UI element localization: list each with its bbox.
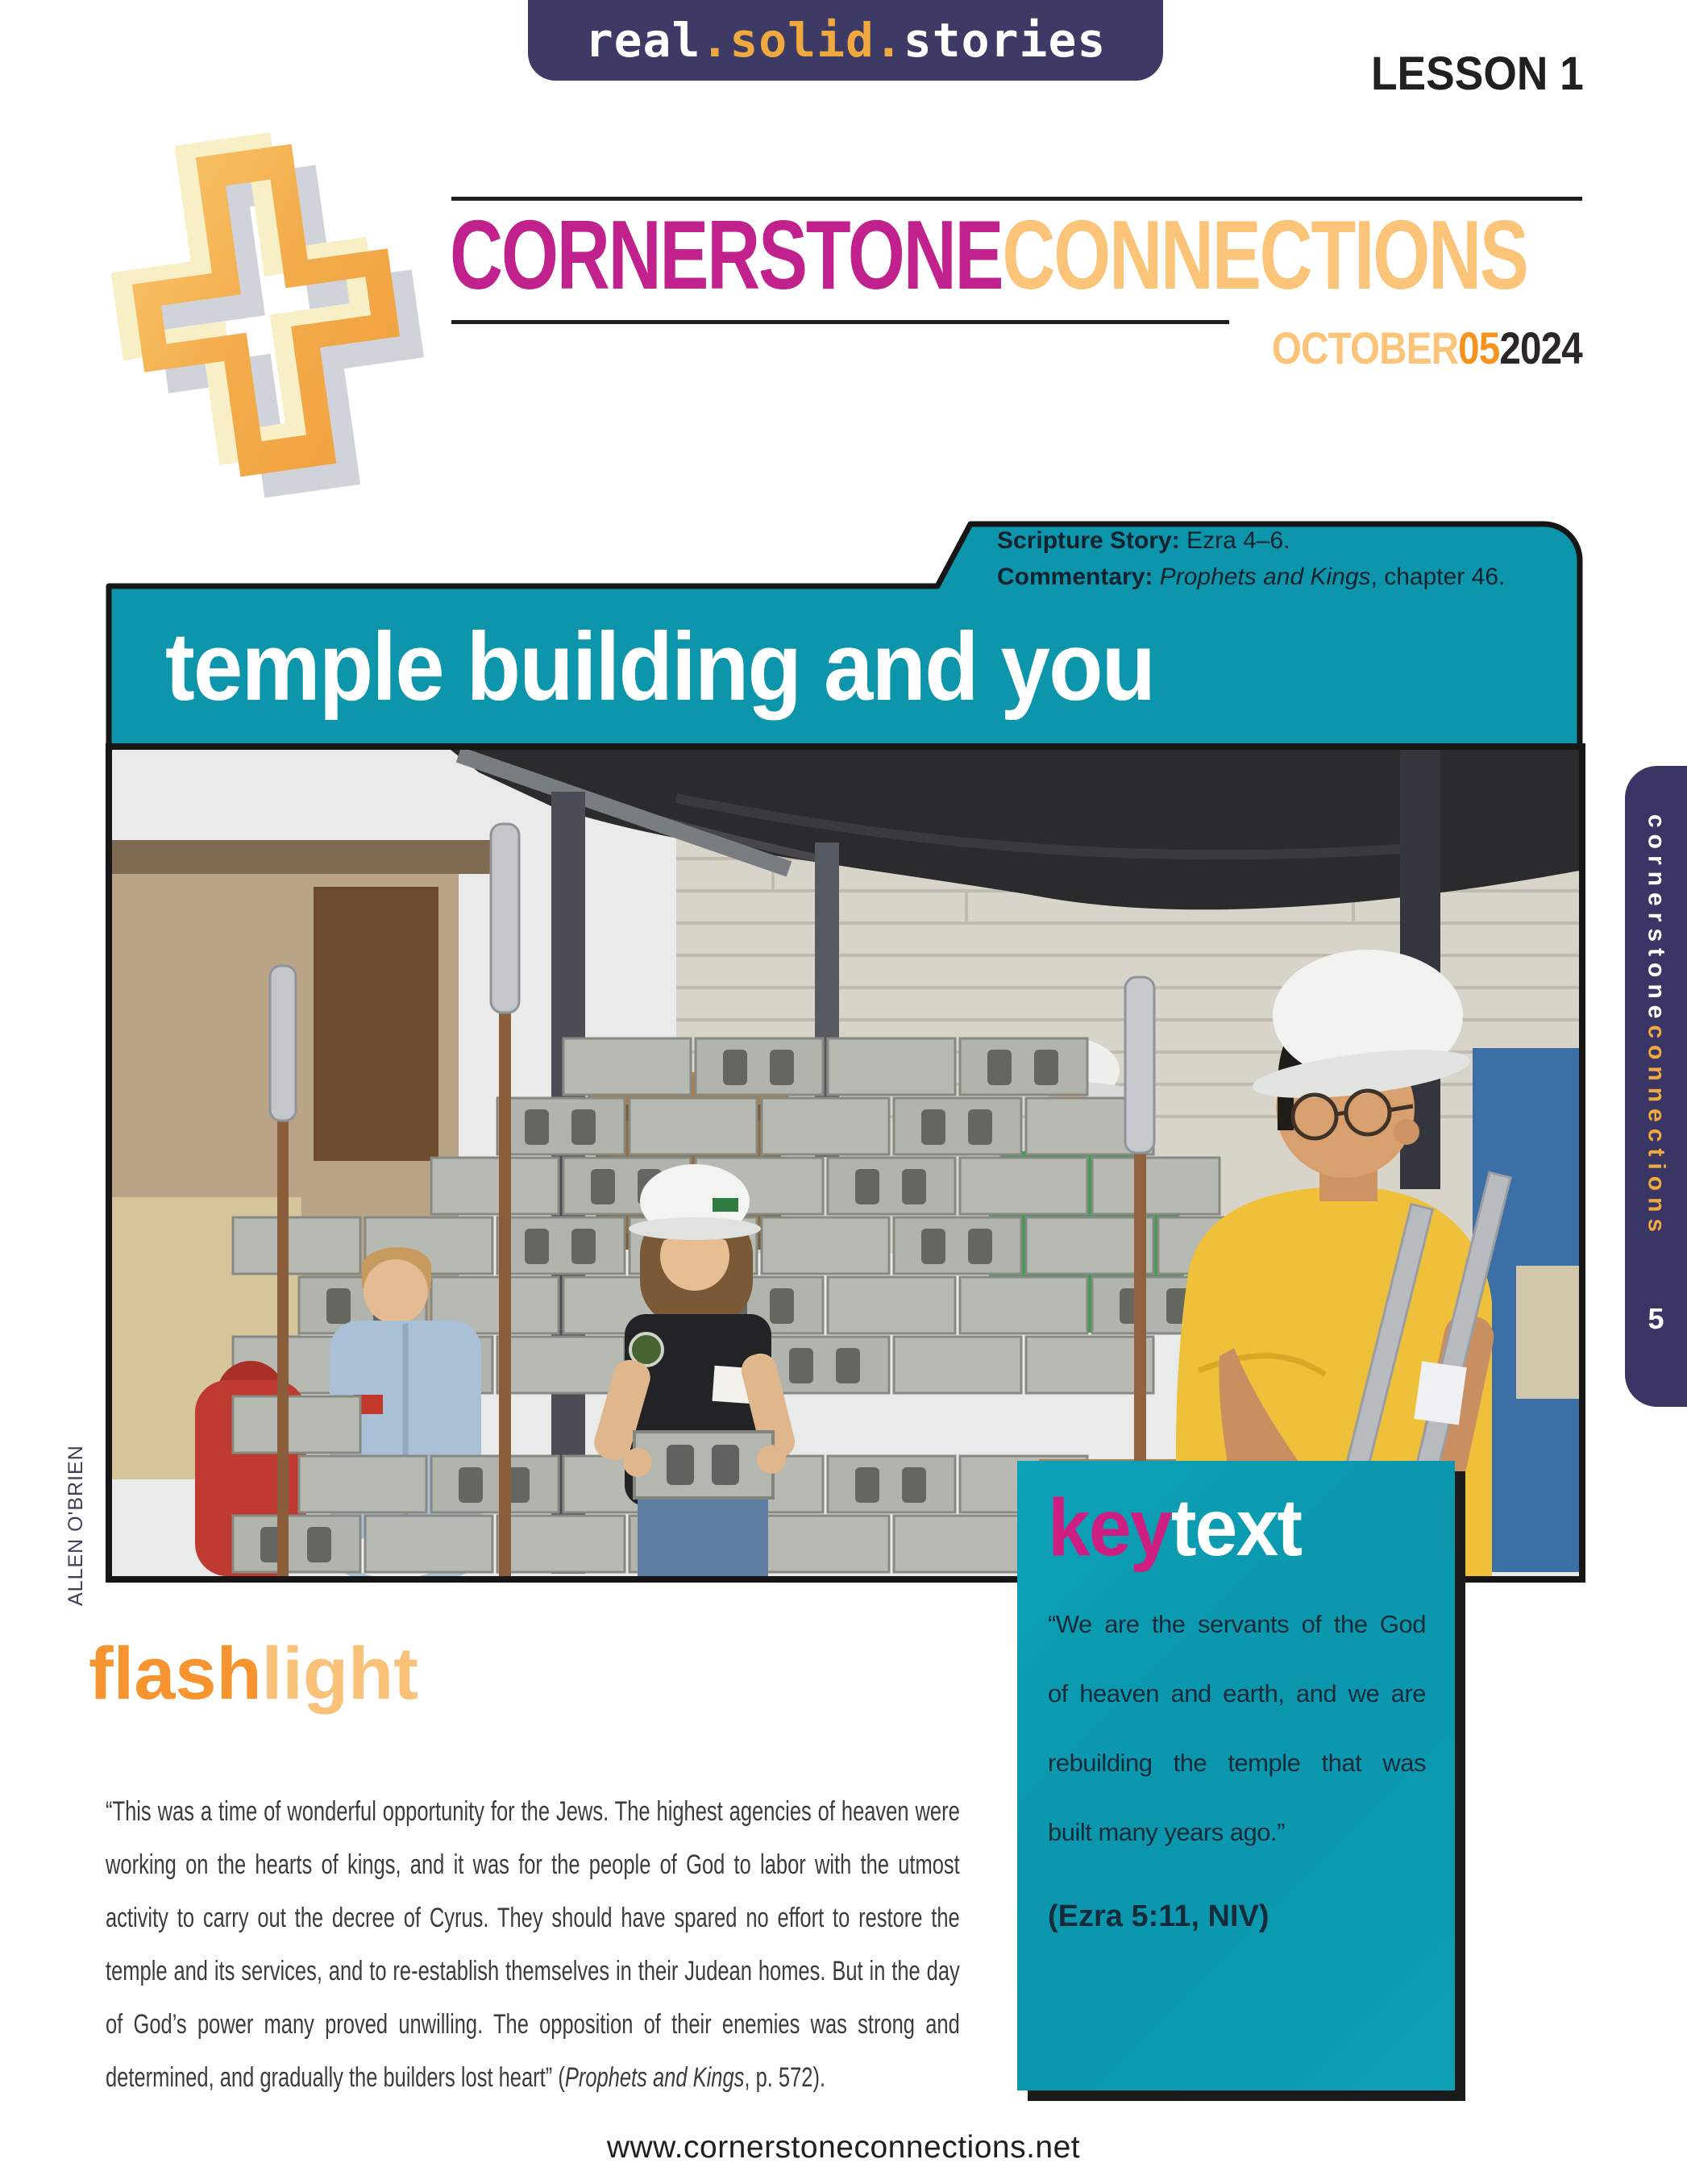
banner-word-solid: solid <box>729 13 875 68</box>
photo-credit: ALLEN O'BRIEN <box>64 1445 87 1606</box>
cross-logo-icon <box>77 105 455 516</box>
flashlight-source-title: Prophets and Kings <box>564 2062 745 2093</box>
keytext-heading-key: key <box>1048 1483 1171 1573</box>
scripture-tab <box>997 522 1561 595</box>
issue-day: 05 <box>1458 322 1500 373</box>
lesson-photo <box>106 743 1585 1583</box>
commentary-suffix: , chapter 46. <box>1370 564 1506 590</box>
masthead-title-cornerstone: CORNERSTONE <box>450 200 1003 310</box>
issue-year: 2024 <box>1499 322 1582 373</box>
flashlight-source-suffix: , p. 572). <box>744 2062 826 2093</box>
keytext-heading-text: text <box>1170 1483 1302 1573</box>
article-title: temple building and you <box>165 613 1155 721</box>
masthead-title <box>450 200 1527 310</box>
keytext-quote <box>1048 1590 1426 1867</box>
banner-word-stories: stories <box>903 13 1107 68</box>
flashlight-heading-flash: flash <box>89 1633 262 1715</box>
sidebar-brand-connections: connections <box>1643 1025 1670 1239</box>
keytext-quote-line: of heaven and earth, and we are <box>1048 1679 1426 1708</box>
sidebar-tab <box>1625 766 1687 1407</box>
keytext-quote-line: rebuilding the temple that was <box>1048 1749 1426 1777</box>
flashlight-heading <box>89 1633 418 1715</box>
keytext-box <box>1017 1461 1455 2090</box>
commentary-book: Prophets and Kings <box>1159 564 1371 590</box>
banner-dot: . <box>700 13 730 68</box>
commentary-label: Commentary: <box>997 564 1153 590</box>
banner-word-real: real <box>584 13 701 68</box>
footer-link[interactable]: www.cornerstoneconnections.net <box>606 2130 1081 2165</box>
keytext-reference: (Ezra 5:11, NIV) <box>1048 1899 1269 1933</box>
flashlight-heading-light: light <box>261 1633 418 1715</box>
commentary-line <box>997 559 1561 595</box>
page-number: 5 <box>1648 1302 1664 1335</box>
construction-photo-illustration <box>112 750 1579 1576</box>
flashlight-paragraph <box>106 1785 960 2104</box>
footer <box>0 2130 1687 2165</box>
scripture-story-value: Ezra 4–6. <box>1186 527 1290 554</box>
keytext-quote-line: “We are the servants of the God <box>1048 1610 1426 1638</box>
scripture-story-line <box>997 522 1561 559</box>
issue-date <box>1272 322 1582 373</box>
banner-dot: . <box>874 13 904 68</box>
masthead-rule-bottom <box>451 320 1229 324</box>
flashlight-body: “This was a time of wonderful opportunity for the Jews. The highest agencies of heaven were working on the hearts of kings, and it was for the people of God to labor with the utmost activity to carry out the decree of Cyrus. They should have spared no effort to restore the temple and its services, and to re-establish themselves in their Judean homes. But in the day of God’s power many proved unwilling. The opposition of their enemies was strong and determined, and gradually the builders lost heart” ( <box>106 1796 960 2093</box>
keytext-heading <box>1048 1483 1435 1572</box>
masthead-title-connections: CONNECTIONS <box>1002 200 1527 310</box>
lesson-number: LESSON 1 <box>1371 48 1584 100</box>
keytext-quote-line: built many years ago.” <box>1048 1818 1285 1846</box>
sidebar-brand <box>1643 814 1670 1238</box>
issue-month: OCTOBER <box>1272 322 1459 373</box>
scripture-story-label: Scripture Story: <box>997 527 1180 554</box>
sidebar-brand-cornerstone: cornerstone <box>1643 814 1670 1025</box>
series-banner <box>528 0 1163 81</box>
